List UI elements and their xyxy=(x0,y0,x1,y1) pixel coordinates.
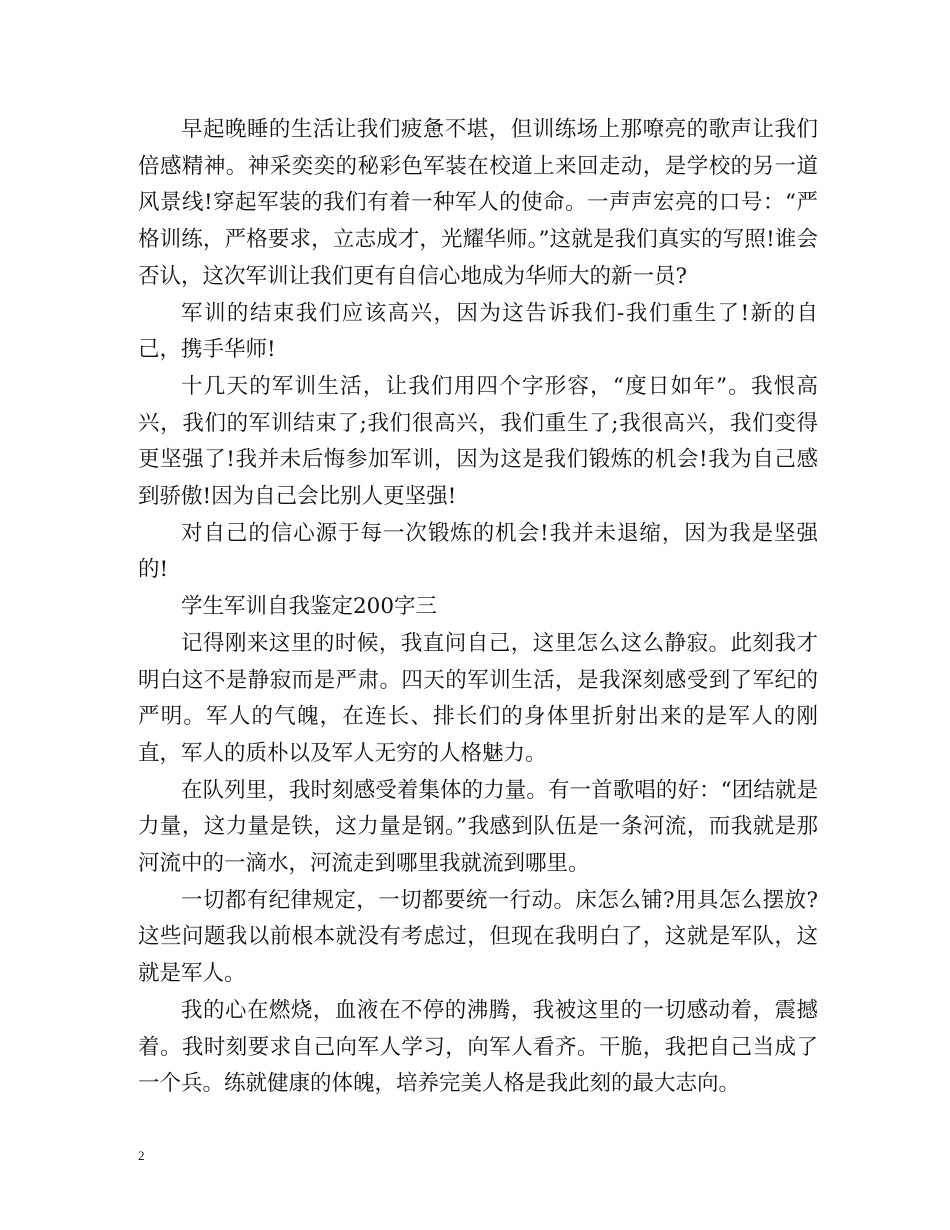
paragraph-3: 十几天的军训生活，让我们用四个字形容，“度日如年”。我恨高兴，我们的军训结束了;我们很高兴，我们重生了;我很高兴，我们变得更坚强了!我并未后悔参加军训，因为这是我们锻炼的机会!我为自己感到骄傲!因为自己会比别人更坚强! xyxy=(138,373,818,510)
paragraph-6: 在队列里，我时刻感受着集体的力量。有一首歌唱的好：“团结就是力量，这力量是铁，这力量是钢。”我感到队伍是一条河流，而我就是那河流中的一滴水，河流走到哪里我就流到哪里。 xyxy=(138,777,818,877)
paragraph-8: 我的心在燃烧，血液在不停的沸腾，我被这里的一切感动着，震撼着。我时刻要求自己向军人学习，向军人看齐。干脆，我把自己当成了一个兵。练就健康的体魄，培养完美人格是我此刻的最大志向。 xyxy=(138,997,818,1097)
page-number: 2 xyxy=(138,1148,145,1163)
section-heading: 学生军训自我鉴定200字三 xyxy=(181,594,438,620)
paragraph-4: 对自己的信心源于每一次锻炼的机会!我并未退缩，因为我是坚强的! xyxy=(138,520,818,583)
paragraph-1: 早起晚睡的生活让我们疲惫不堪，但训练场上那嘹亮的歌声让我们倍感精神。神采奕奕的秘彩色军装在校道上来回走动，是学校的另一道风景线!穿起军装的我们有着一种军人的使命。一声声宏亮的口号：“严格训练，严格要求，立志成才，光耀华师。”这就是我们真实的写照!谁会否认，这次军训让我们更有自信心地成为华师大的新一员? xyxy=(138,117,818,289)
paragraph-2: 军训的结束我们应该高兴，因为这告诉我们-我们重生了!新的自己，携手华师! xyxy=(138,300,818,363)
paragraph-5: 记得刚来这里的时候，我直问自己，这里怎么这么静寂。此刻我才明白这不是静寂而是严肃。四天的军训生活，是我深刻感受到了军纪的严明。军人的气魄，在连长、排长们的身体里折射出来的是军人的刚直，军人的质朴以及军人无穷的人格魅力。 xyxy=(138,630,818,766)
paragraph-7: 一切都有纪律规定，一切都要统一行动。床怎么铺?用具怎么摆放?这些问题我以前根本就没有考虑过，但现在我明白了，这就是军队，这就是军人。 xyxy=(138,887,818,987)
body-text xyxy=(138,112,818,1103)
